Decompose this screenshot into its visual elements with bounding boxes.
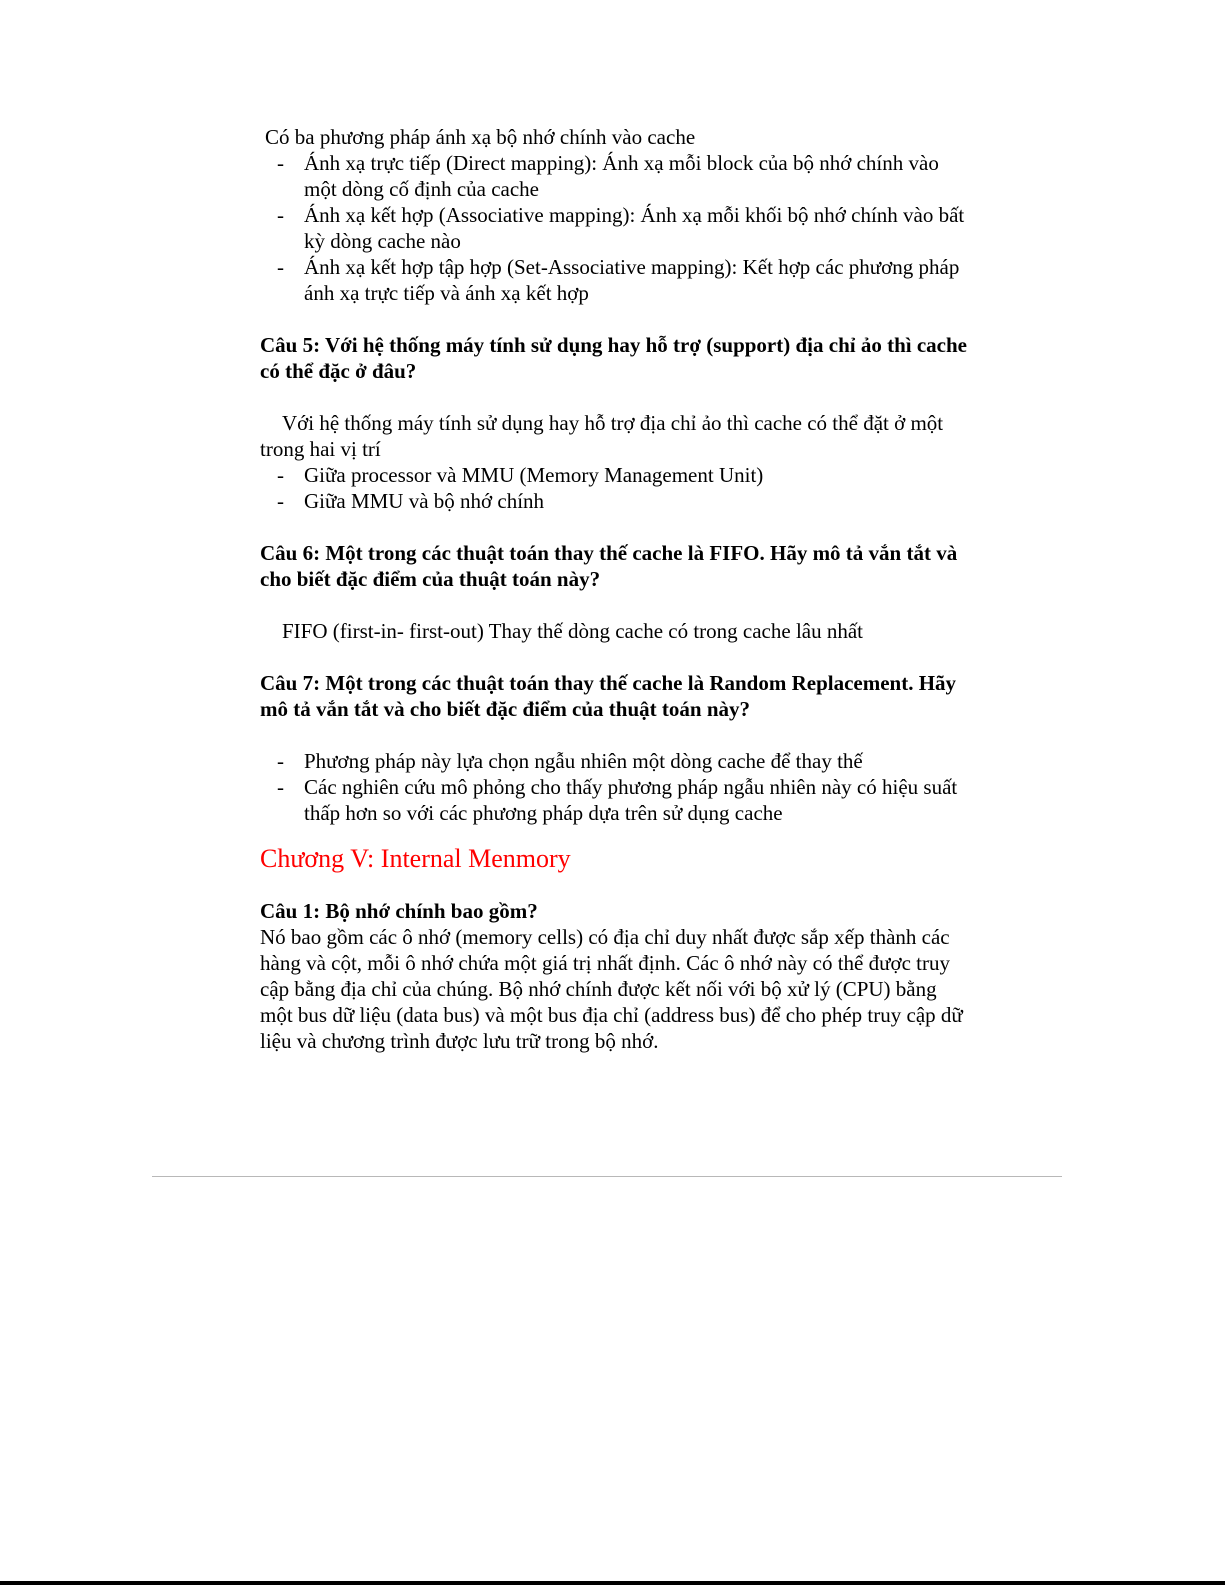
dash-bullet: - (277, 775, 284, 799)
question-7-list (260, 748, 970, 826)
question-5-list (260, 462, 970, 514)
dash-bullet: - (277, 749, 284, 773)
list-item (260, 748, 970, 774)
list-item (260, 774, 970, 826)
list-item (260, 254, 970, 306)
list-item-text: Ánh xạ kết hợp tập hợp (Set-Associative mapping): Kết hợp các phương pháp ánh xạ trực tiếp và ánh xạ kết hợp (304, 255, 960, 305)
page-content (260, 124, 970, 1054)
list-item (260, 202, 970, 254)
page-divider (152, 1176, 1062, 1177)
list-item-text: Các nghiên cứu mô phỏng cho thấy phương pháp ngẫu nhiên này có hiệu suất thấp hơn so với các phương pháp dựa trên sử dụng cache (304, 775, 958, 825)
list-item-text: Giữa processor và MMU (Memory Management Unit) (304, 463, 764, 487)
question-5-heading: Câu 5: Với hệ thống máy tính sử dụng hay hỗ trợ (support) địa chỉ ảo thì cache có thể đặc ở đâu? (260, 333, 967, 383)
mapping-methods-list (260, 150, 970, 306)
question-7-heading: Câu 7: Một trong các thuật toán thay thế cache là Random Replacement. Hãy mô tả vắn tắt và cho biết đặc điểm của thuật toán này? (260, 671, 957, 721)
bottom-edge-bar (0, 1581, 1225, 1585)
chapter-title: Chương V: Internal Menmory (260, 844, 571, 873)
chapter-question-1-answer: Nó bao gồm các ô nhớ (memory cells) có địa chỉ duy nhất được sắp xếp thành các hàng và cột, mỗi ô nhớ chứa một giá trị nhất định. Các ô nhớ này có thể được truy cập bằng địa chỉ của chúng. Bộ nhớ chính được kết nối với bộ xử lý (CPU) bằng một bus dữ liệu (data bus) và một bus địa chỉ (address bus) để cho phép truy cập dữ liệu và chương trình được lưu trữ trong bộ nhớ. (260, 925, 963, 1053)
list-item-text: Phương pháp này lựa chọn ngẫu nhiên một dòng cache để thay thế (304, 749, 863, 773)
list-item (260, 488, 970, 514)
mapping-intro: Có ba phương pháp ánh xạ bộ nhớ chính vào cache (265, 125, 696, 149)
list-item (260, 462, 970, 488)
chapter-question-1-heading: Câu 1: Bộ nhớ chính bao gồm? (260, 899, 538, 923)
dash-bullet: - (277, 489, 284, 513)
dash-bullet: - (277, 463, 284, 487)
list-item (260, 150, 970, 202)
list-item-text: Ánh xạ kết hợp (Associative mapping): Ánh xạ mỗi khối bộ nhớ chính vào bất kỳ dòng cache nào (304, 203, 965, 253)
list-item-text: Giữa MMU và bộ nhớ chính (304, 489, 545, 513)
question-5-answer: Với hệ thống máy tính sử dụng hay hỗ trợ địa chỉ ảo thì cache có thể đặt ở một trong hai vị trí (260, 411, 944, 461)
list-item-text: Ánh xạ trực tiếp (Direct mapping): Ánh xạ mỗi block của bộ nhớ chính vào một dòng cố định của cache (304, 151, 939, 201)
dash-bullet: - (277, 255, 284, 279)
question-6-heading: Câu 6: Một trong các thuật toán thay thế cache là FIFO. Hãy mô tả vắn tắt và cho biết đặc điểm của thuật toán này? (260, 541, 958, 591)
question-6-answer: FIFO (first-in- first-out) Thay thế dòng cache có trong cache lâu nhất (282, 619, 864, 643)
dash-bullet: - (277, 151, 284, 175)
dash-bullet: - (277, 203, 284, 227)
